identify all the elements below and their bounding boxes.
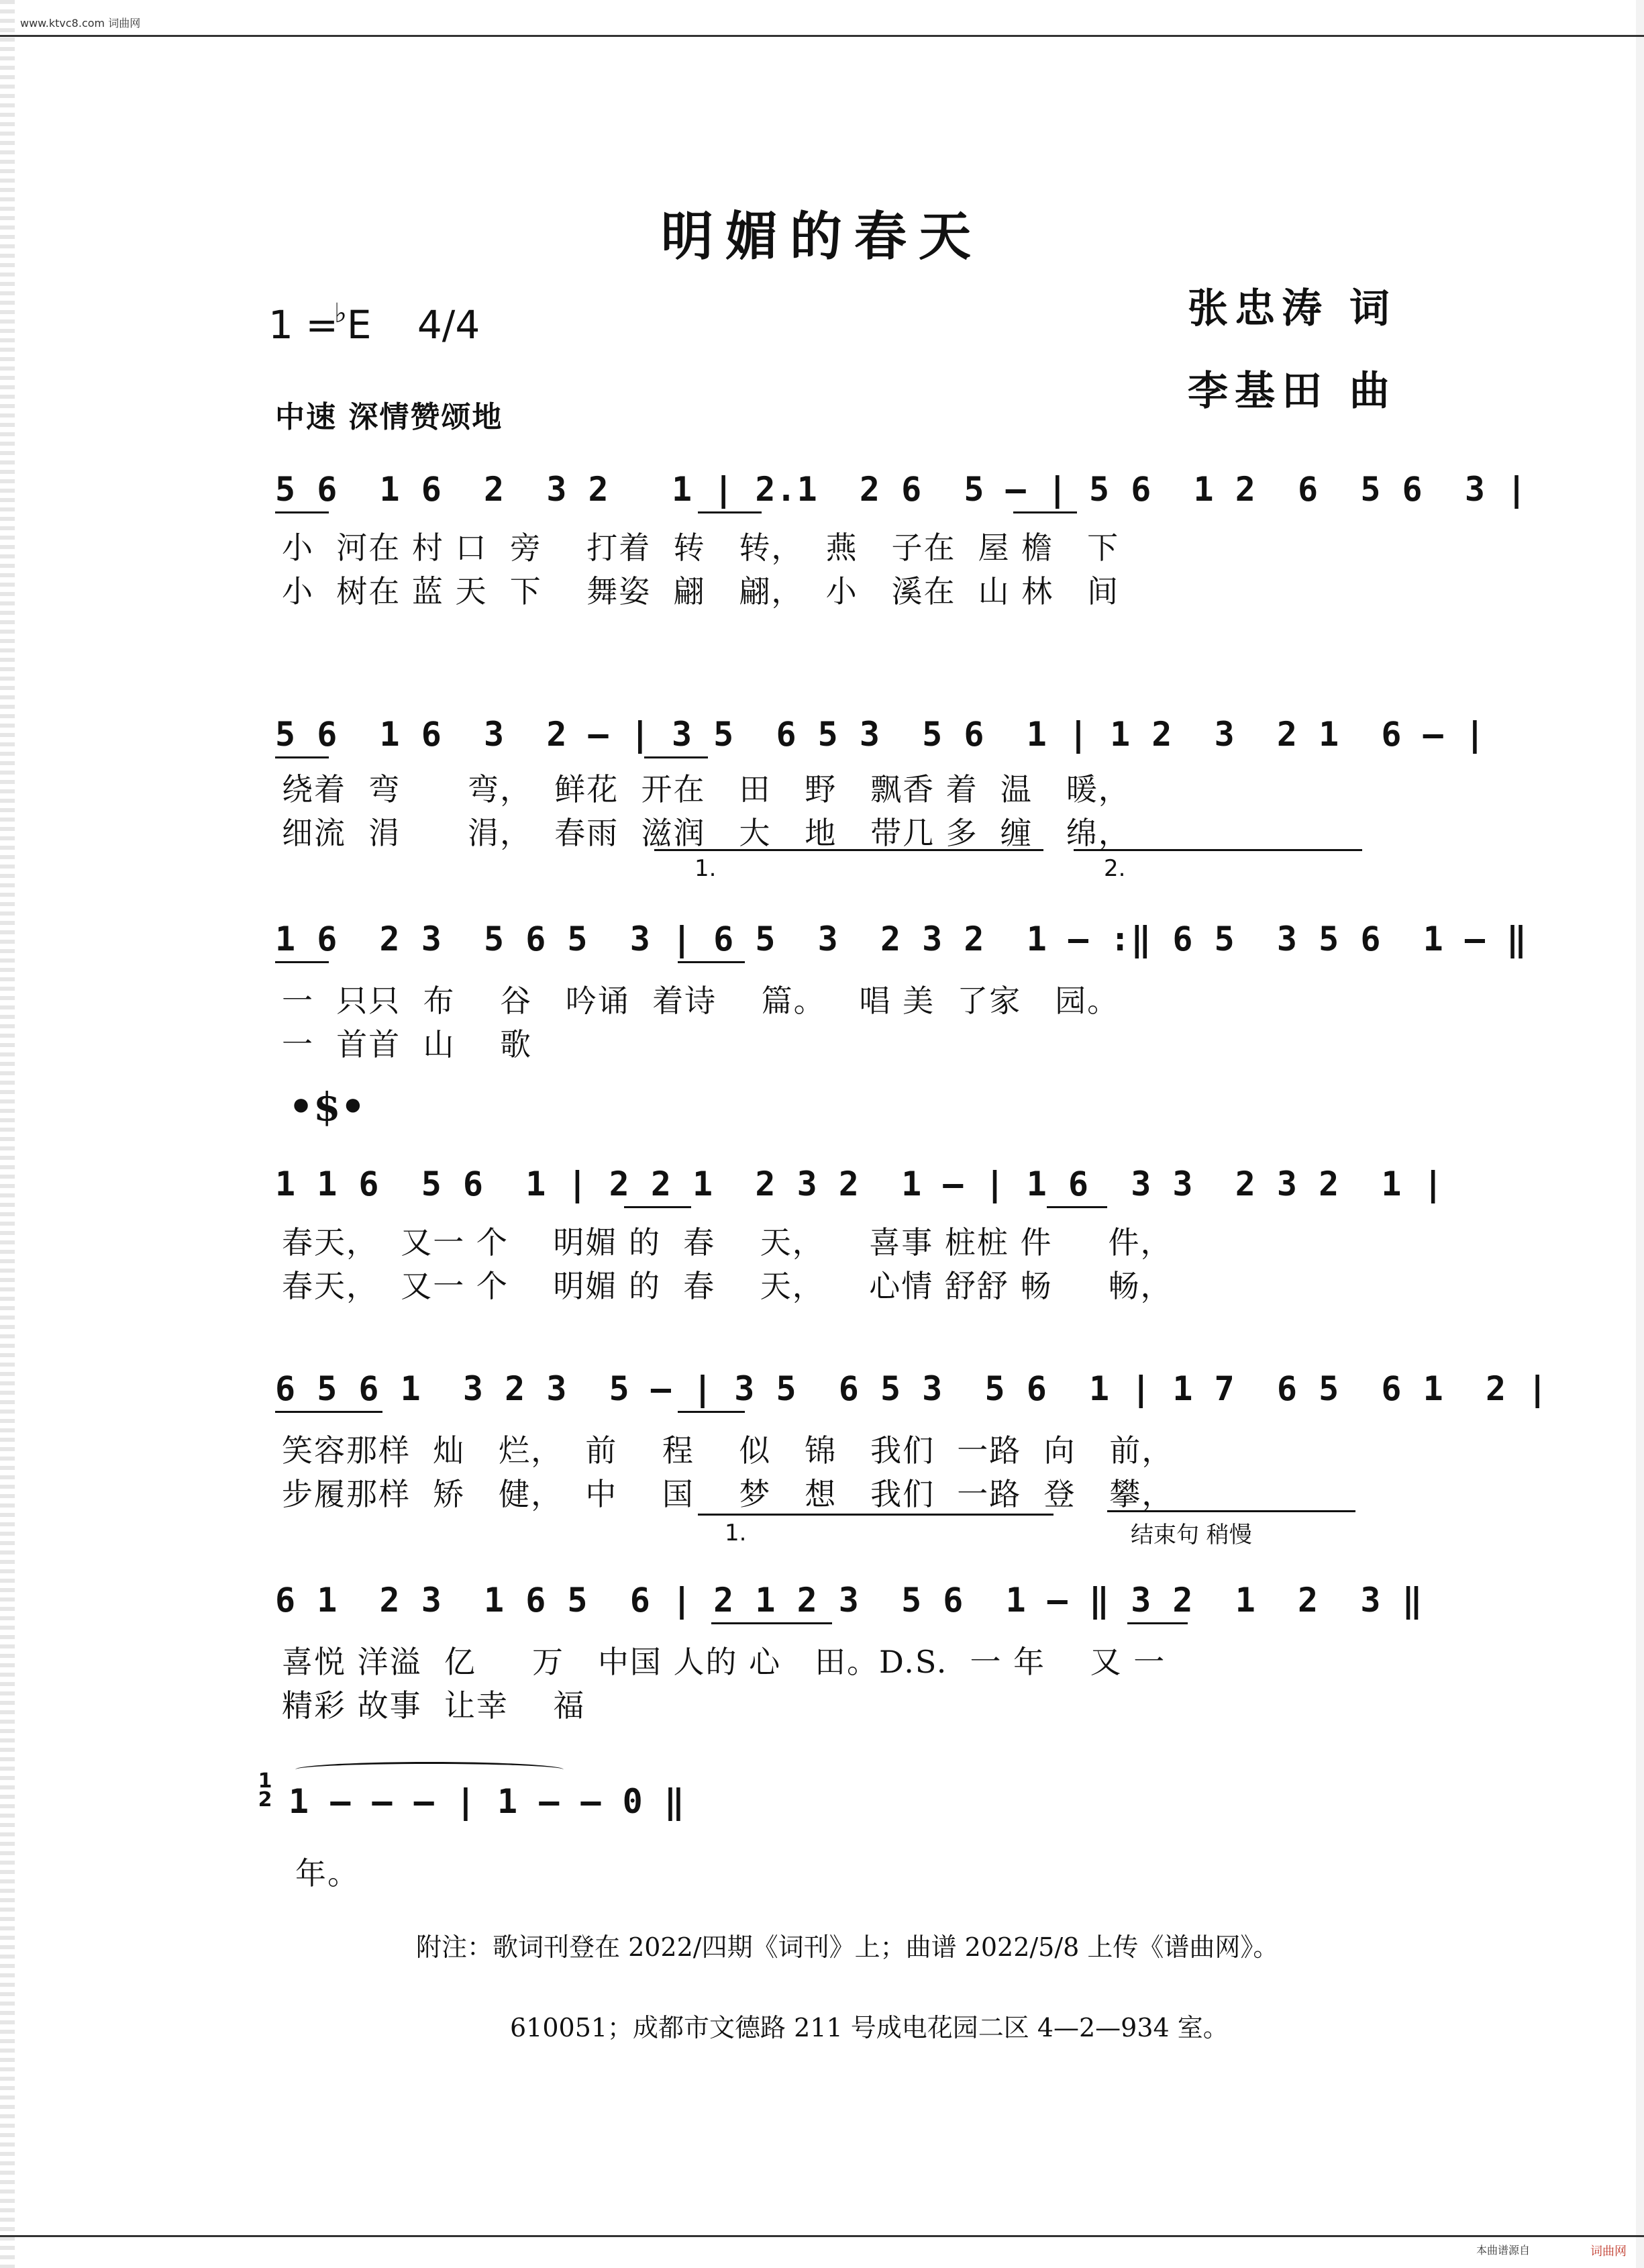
lyric-line-2a: 绕着 弯 弯， 鲜花 开在 田 野 飘香 着 温 暖，: [282, 771, 1131, 807]
lyric-line-3b: 一 首首 山 歌: [282, 1026, 532, 1063]
top-rule: [0, 35, 1644, 37]
ending-number-label: 1 2: [258, 1769, 272, 1812]
lyric-line-5a: 笑容那样 灿 烂， 前 程 似 锦 我们 一路 向 前，: [282, 1432, 1174, 1469]
lyric-line-5b: 步履那样 矫 健， 中 国 梦 想 我们 一路 登 攀，: [282, 1476, 1174, 1512]
flat-symbol: ♭: [333, 298, 347, 329]
footer-site-logo: 词曲网: [1590, 2245, 1627, 2259]
lyric-line-6a: 喜悦 洋溢 亿 万 中国 人的 心 田。D.S. 一 年 又 一: [282, 1644, 1166, 1680]
beam-underline: [698, 511, 762, 513]
song-title: 明媚的春天: [660, 207, 983, 267]
beam-underline: [1127, 1622, 1188, 1624]
ending-phrase-note: 结束句 稍慢: [1131, 1522, 1252, 1548]
lyric-line-2b: 细流 涓 涓， 春雨 滋润 大 地 带几 多 缠 绵，: [282, 815, 1131, 851]
footnote: 附注：歌词刊登在 2022/四期《词刊》上；曲谱 2022/5/8 上传《谱曲网》。: [416, 1932, 1279, 1962]
lyricist-credit: 张忠涛 词: [1188, 285, 1396, 332]
beam-underline: [678, 1411, 745, 1413]
staff-line-2: 5 6 1 6 3 2 — | 3 5 6 5 3 5 6 1 | 1 2 3 2 1 6 — |: [275, 715, 1486, 754]
staff-line-3: 1 6 2 3 5 6 5 3 | 6 5 3 2 3 2 1 — :‖ 6 5 3 5 6 1 — ‖: [275, 920, 1528, 958]
beam-underline: [624, 1206, 691, 1208]
contact-address: 610051；成都市文德路 211 号成电花园二区 4—2—934 室。: [510, 2013, 1229, 2042]
lyric-line-1b: 小 树在 蓝 天 下 舞姿 翩 翩， 小 溪在 山 林 间: [282, 573, 1120, 609]
beam-underline: [1047, 1206, 1107, 1208]
staff-line-5: 6 5 6 1 3 2 3 5 — | 3 5 6 5 3 5 6 1 | 1 7 6 5 6 1 2 |: [275, 1369, 1549, 1408]
beam-underline: [644, 756, 708, 758]
site-header-text: www.ktvc8.com 词曲网: [20, 17, 141, 30]
segno-sign: •$•: [289, 1084, 366, 1130]
staff-line-4: 1 1 6 5 6 1 | 2 2 1 2 3 2 1 — | 1 6 3 3 2 3 2 1 |: [275, 1165, 1444, 1203]
beam-underline: [275, 756, 329, 758]
staff-line-1: 5 6 1 6 2 3 2 1 | 2.1 2 6 5 — | 5 6 1 2 6 5 6 3 |: [275, 470, 1528, 509]
staff-line-6: 6 1 2 3 1 6 5 6 | 2 1 2 3 5 6 1 — ‖ 3 2 1 2 3 ‖: [275, 1581, 1423, 1620]
first-ending-label-2: 1.: [725, 1520, 747, 1546]
coda-bracket: [1107, 1510, 1355, 1548]
beam-underline: [275, 1411, 382, 1413]
beam-underline: [275, 511, 329, 513]
first-ending-bracket-2: [698, 1514, 1054, 1546]
composer-credit: 李基田 曲: [1188, 368, 1396, 415]
key-prefix: 1 =: [268, 302, 338, 348]
tie-arc: [295, 1762, 564, 1777]
beam-underline: [711, 1622, 832, 1624]
lyric-line-1a: 小 河在 村 口 旁 打着 转 转， 燕 子在 屋 檐 下: [282, 530, 1120, 566]
beam-underline: [275, 961, 329, 963]
lyric-line-4a: 春天， 又一 个 明媚 的 春 天， 喜事 桩桩 件 件，: [282, 1224, 1173, 1261]
staff-line-7: 1 — — — | 1 — — 0 ‖: [289, 1782, 685, 1821]
second-ending-label: 2.: [1104, 855, 1126, 882]
lyric-line-3a: 一 只只 布 谷 吟诵 着诗 篇。 唱 美 了家 园。: [282, 983, 1120, 1019]
second-ending-bracket: [1074, 849, 1362, 882]
scan-left-edge: [0, 0, 15, 2268]
lyric-line-4b: 春天， 又一 个 明媚 的 春 天， 心情 舒舒 畅 畅，: [282, 1268, 1173, 1304]
time-signature: 4/4: [417, 302, 480, 348]
footer-source-text: 本曲谱源自: [1476, 2244, 1531, 2257]
scan-right-edge: [1636, 0, 1644, 2268]
bottom-rule: [0, 2235, 1644, 2237]
tempo-marking: 中速 深情赞颂地: [275, 400, 503, 434]
first-ending-label: 1.: [695, 855, 717, 882]
lyric-line-7: 年。: [295, 1855, 360, 1891]
lyric-line-6b: 精彩 故事 让幸 福: [282, 1687, 586, 1724]
beam-underline: [678, 961, 745, 963]
first-ending-bracket: [654, 849, 1043, 882]
key-signature: [268, 298, 480, 348]
key-note: E: [346, 302, 372, 348]
beam-underline: [1013, 511, 1077, 513]
